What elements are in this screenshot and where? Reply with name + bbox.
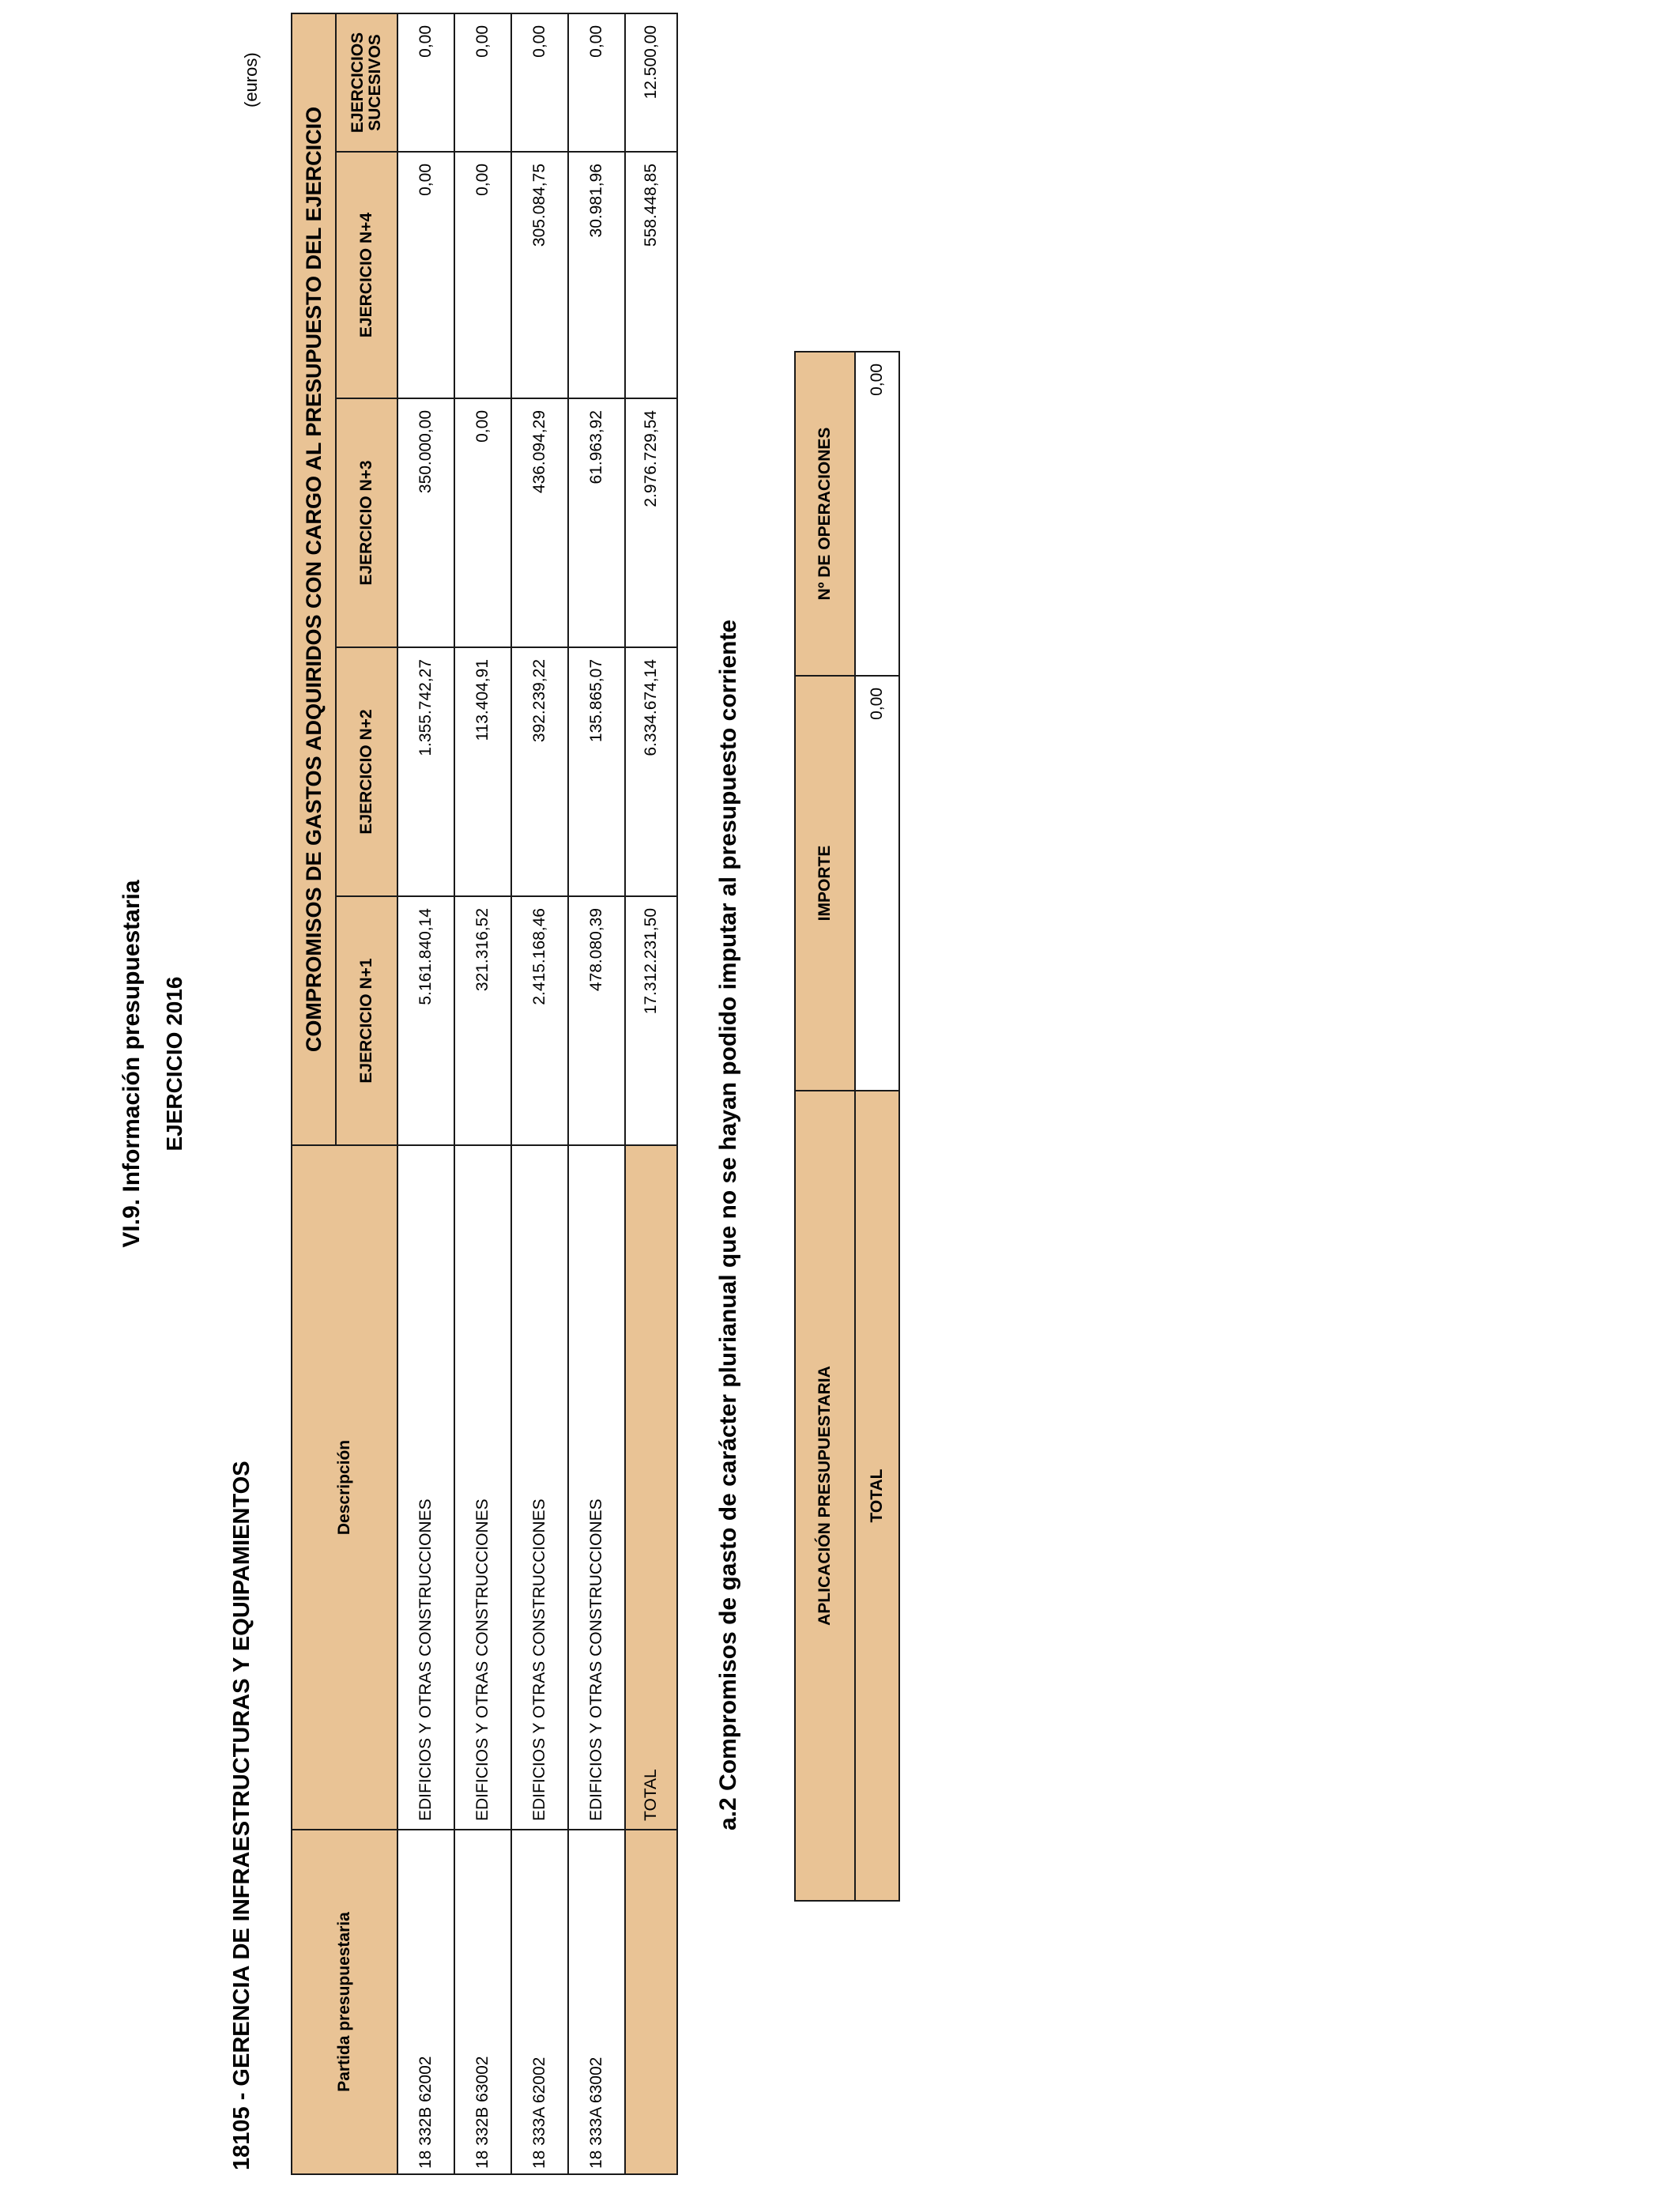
commitments-table — [291, 13, 678, 2175]
table-row: 18 333A 63002 EDIFICIOS Y OTRAS CONSTRUCCIONES 478.080,39 135.865,07 61.963,92 30.981,96 0,00 — [568, 13, 625, 2174]
year-title: EJERCICIO 2016 — [162, 976, 186, 1152]
a2-title: a.2 Compromisos de gasto de carácter plurianual que no se hayan podido imputar al presupuesto corriente — [715, 619, 741, 1830]
table-row: 18 333A 62002 EDIFICIOS Y OTRAS CONSTRUCCIONES 2.415.168,46 392.239,22 436.094,29 305.084,75 0,00 — [511, 13, 568, 2174]
col-header-n1: EJERCICIO N+1 — [336, 896, 397, 1145]
group-header: COMPROMISOS DE GASTOS ADQUIRIDOS CON CARGO AL PRESUPUESTO DEL EJERCICIO — [292, 13, 336, 1145]
a2-col-aplicacion: APLICACIÓN PRESUPUESTARIA — [795, 1091, 855, 1901]
col-header-partida: Partida presupuestaria — [292, 1830, 397, 2174]
a2-table — [794, 351, 900, 1902]
total-row: TOTAL 17.312.231,50 6.334.674,14 2.976.729,54 558.448,85 12.500,00 — [625, 13, 677, 2174]
a2-col-importe: IMPORTE — [795, 676, 855, 1091]
col-header-n4: EJERCICIO N+4 — [336, 152, 397, 398]
table-row: 18 332B 63002 EDIFICIOS Y OTRAS CONSTRUCCIONES 321.316,52 113.404,91 0,00 0,00 0,00 — [454, 13, 511, 2174]
units-label: (euros) — [241, 52, 261, 107]
table-row: 18 332B 62002 EDIFICIOS Y OTRAS CONSTRUCCIONES 5.161.840,14 1.355.742,27 350.000,00 0,00 0,00 — [397, 13, 454, 2174]
a2-col-operaciones: Nº DE OPERACIONES — [795, 352, 855, 676]
col-header-n3: EJERCICIO N+3 — [336, 398, 397, 647]
section-title: VI.9. Información presupuestaria — [119, 880, 145, 1248]
col-header-descripcion: Descripción — [292, 1145, 397, 1830]
a2-total-row: TOTAL 0,00 0,00 — [855, 352, 899, 1901]
col-header-sucesivos: EJERCICIOS SUCESIVOS — [336, 13, 397, 152]
entity-title: 18105 - GERENCIA DE INFRAESTRUCTURAS Y EQUIPAMIENTOS — [229, 1461, 254, 2170]
col-header-n2: EJERCICIO N+2 — [336, 647, 397, 896]
